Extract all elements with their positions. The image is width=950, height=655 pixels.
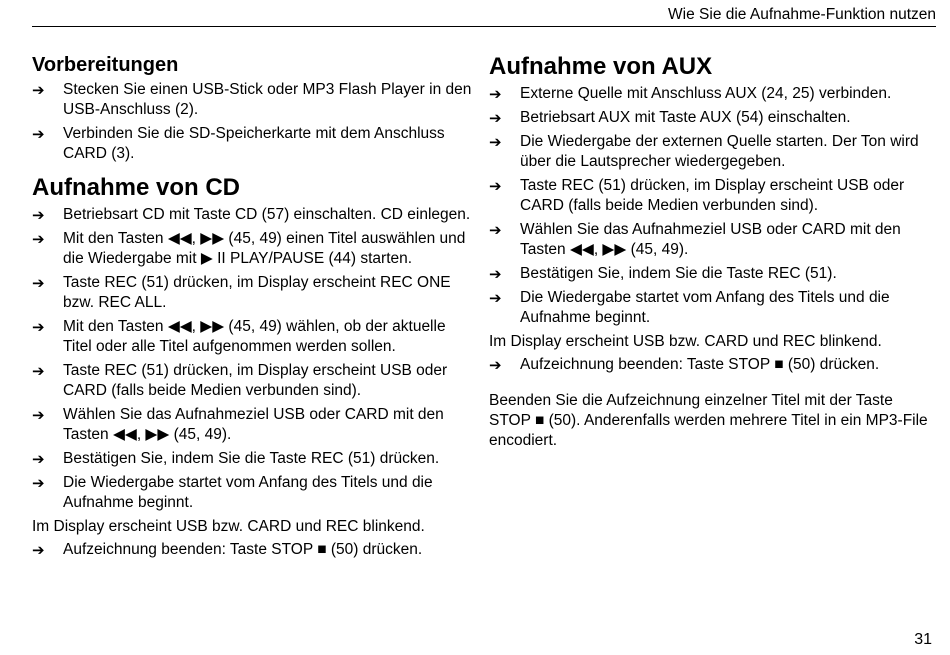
list-item: ➔ Mit den Tasten ◀◀, ▶▶ (45, 49) einen Titel auswählen und die Wiedergabe mit ▶ II PLAY/PAUSE (44) starten. (32, 229, 466, 267)
aux-steps (489, 84, 934, 328)
right-arrow-icon: ➔ (489, 85, 502, 103)
section-heading-preparations: Vorbereitungen (32, 54, 179, 76)
list-item: ➔ Betriebsart CD mit Taste CD (57) einschalten. CD einlegen. (32, 205, 471, 224)
right-arrow-icon: ➔ (32, 406, 45, 424)
list-item: ➔ Die Wiedergabe startet vom Anfang des Titels und die Aufnahme beginnt. (489, 288, 890, 326)
right-arrow-icon: ➔ (32, 474, 45, 492)
list-item: ➔ Bestätigen Sie, indem Sie die Taste REC (51) drücken. (32, 449, 440, 468)
right-column (489, 48, 934, 451)
list-item: ➔ Aufzeichnung beenden: Taste STOP ■ (50) drücken. (489, 355, 880, 374)
note-paragraph: Beenden Sie die Aufzeichnung einzelner Titel mit der Taste STOP ■ (50). Anderenfalls werden mehrere Titel in ein MP3-File encodiert. (489, 391, 928, 449)
right-arrow-icon: ➔ (32, 541, 45, 559)
list-item: ➔ Mit den Tasten ◀◀, ▶▶ (45, 49) wählen, ob der aktuelle Titel oder alle Titel aufgenommen werden sollen. (32, 317, 446, 355)
list-item: ➔ Aufzeichnung beenden: Taste STOP ■ (50) drücken. (32, 540, 423, 559)
right-arrow-icon: ➔ (489, 289, 502, 307)
aux-status-text: Im Display erscheint USB bzw. CARD und REC blinkend. (489, 332, 882, 350)
left-column (32, 48, 474, 564)
list-item: ➔ Die Wiedergabe startet vom Anfang des Titels und die Aufnahme beginnt. (32, 473, 433, 511)
right-arrow-icon: ➔ (32, 318, 45, 336)
running-header (32, 4, 936, 27)
list-item: ➔ Wählen Sie das Aufnahmeziel USB oder CARD mit den Tasten ◀◀, ▶▶ (45, 49). (32, 405, 444, 443)
list-item: ➔ Taste REC (51) drücken, im Display erscheint REC ONE bzw. REC ALL. (32, 273, 451, 311)
right-arrow-icon: ➔ (489, 109, 502, 127)
list-item: ➔ Betriebsart AUX mit Taste AUX (54) einschalten. (489, 108, 851, 127)
list-item: ➔ Wählen Sie das Aufnahmeziel USB oder CARD mit den Tasten ◀◀, ▶▶ (45, 49). (489, 220, 901, 258)
cd-steps (32, 205, 474, 513)
cd-status-text: Im Display erscheint USB bzw. CARD und REC blinkend. (32, 517, 425, 535)
right-arrow-icon: ➔ (32, 126, 45, 143)
right-arrow-icon: ➔ (489, 356, 502, 374)
right-arrow-icon: ➔ (489, 221, 502, 239)
cd-stop-step (32, 540, 474, 560)
right-arrow-icon: ➔ (32, 82, 45, 99)
section-heading-aux: Aufnahme von AUX (489, 53, 713, 80)
list-item: ➔ Stecken Sie einen USB-Stick oder MP3 Flash Player in den USB-Anschluss (2). (32, 81, 472, 118)
right-arrow-icon: ➔ (489, 265, 502, 283)
preparation-steps (32, 80, 474, 164)
list-item: ➔ Taste REC (51) drücken, im Display erscheint USB oder CARD (falls beide Medien verbunden sind). (489, 176, 905, 214)
list-item: ➔ Verbinden Sie die SD-Speicherkarte mit dem Anschluss CARD (3). (32, 125, 445, 162)
list-item: ➔ Bestätigen Sie, indem Sie die Taste REC (51). (489, 264, 837, 283)
right-arrow-icon: ➔ (32, 362, 45, 380)
page-number: 31 (914, 631, 932, 648)
list-item: ➔ Externe Quelle mit Anschluss AUX (24, 25) verbinden. (489, 84, 892, 103)
list-item: ➔ Taste REC (51) drücken, im Display erscheint USB oder CARD (falls beide Medien verbunden sind). (32, 361, 448, 399)
right-arrow-icon: ➔ (32, 206, 45, 224)
section-heading-cd: Aufnahme von CD (32, 174, 241, 201)
right-arrow-icon: ➔ (32, 274, 45, 292)
aux-stop-step (489, 355, 934, 375)
right-arrow-icon: ➔ (32, 230, 45, 248)
list-item: ➔ Die Wiedergabe der externen Quelle starten. Der Ton wird über die Lautsprecher wiedergegeben. (489, 132, 919, 170)
right-arrow-icon: ➔ (489, 133, 502, 151)
header-title: Wie Sie die Aufnahme-Funktion nutzen (668, 6, 936, 23)
right-arrow-icon: ➔ (489, 177, 502, 195)
right-arrow-icon: ➔ (32, 450, 45, 468)
